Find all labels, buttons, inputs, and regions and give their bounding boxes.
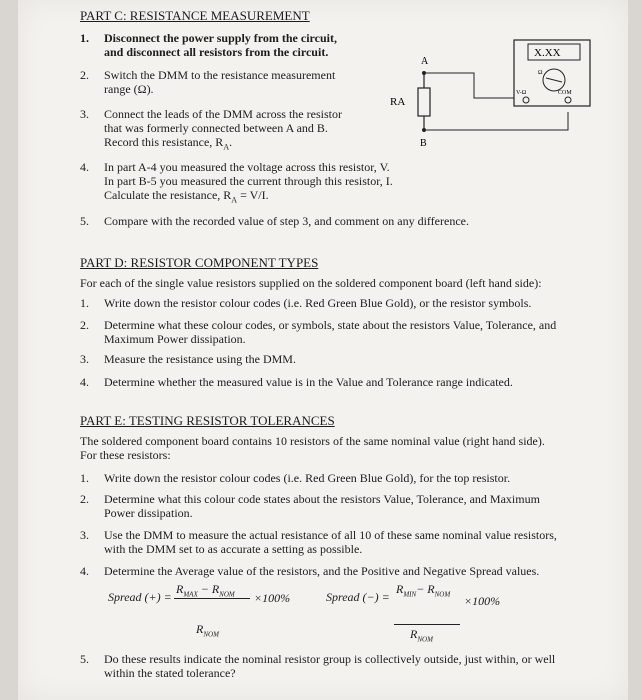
part-d-item-1-line-1: Write down the resistor colour codes (i.e. Red Green Blue Gold), or the resistor symbols. [104,296,532,310]
part-e-item-2-number: 2. [80,492,89,506]
part-c-item-4-line-1: In part A-4 you measured the voltage across this resistor, V. [104,160,390,174]
spread-positive-denominator: $R_{NOM}$ [196,622,219,639]
part-c-item-3-line-3: Record this resistance, $R_A$. [104,135,233,152]
part-d-item-3-line-1: Measure the resistance using the DMM. [104,352,296,366]
part-d-heading: PART D: RESISTOR COMPONENT TYPES [80,255,319,270]
spread-negative-label: Spread (−) = [326,590,390,604]
resistor-symbol [418,88,430,116]
spread-negative-fraction-bar [394,624,460,625]
part-e-item-3-line-2: with the DMM set to as accurate a setting as possible. [104,542,363,556]
dmm-ohm-mark: Ω [538,70,543,76]
part-e-item-1-line-1: Write down the resistor colour codes (i.e. Red Green Blue Gold), for the top resistor. [104,471,511,485]
resistor-label: RA [390,96,406,108]
spread-positive-fraction-bar [174,598,250,599]
dmm-display: X.XX [534,47,561,59]
part-d-item-4-number: 4. [80,375,89,389]
part-e-item-5-line-1: Do these results indicate the nominal resistor group is collectively outside, just within, or well [104,652,556,666]
part-d-item-4-line-1: Determine whether the measured value is in the Value and Tolerance range indicated. [104,375,513,389]
part-e-item-3-number: 3. [80,528,89,542]
part-e-item-5-number: 5. [80,652,89,666]
part-c-item-2-line-2: range (Ω). [104,82,154,96]
node-b-label: B [420,138,427,149]
document-page [18,0,628,700]
part-c-item-2-number: 2. [80,68,89,82]
spread-positive-numerator: $R_{MAX} - R_{NOM}$ [176,582,235,599]
part-c-item-5-line-1: Compare with the recorded value of step 3, and comment on any difference. [104,214,469,228]
part-d-intro: For each of the single value resistors supplied on the soldered component board (left hand side): [80,276,542,290]
part-c-item-3-number: 3. [80,107,89,121]
part-e-heading: PART E: TESTING RESISTOR TOLERANCES [80,413,335,428]
part-e-item-2-line-1: Determine what this colour code states about the resistors Value, Tolerance, and Maximum [104,492,540,506]
dmm-circuit-diagram [378,30,598,150]
dmm-terminal-com-label: COM [558,90,572,96]
part-c-item-3-line-2: that was formerly connected between A and B. [104,121,328,135]
part-c-item-1-line-2: and disconnect all resistors from the circuit. [104,45,329,59]
part-c-item-2-line-1: Switch the DMM to the resistance measurement [104,68,336,82]
part-e-intro-line-1: The soldered component board contains 10 resistors of the same nominal value (right hand side). [80,434,545,448]
part-c-item-1-number: 1. [80,31,89,45]
spread-positive-times: ×100% [254,591,291,605]
part-c-item-4-line-3: Calculate the resistance, $R_A = V/I$. [104,188,269,205]
part-e-item-1-number: 1. [80,471,89,485]
part-e-item-4-number: 4. [80,564,89,578]
part-e-item-4-line-1: Determine the Average value of the resistors, and the Positive and Negative Spread values. [104,564,540,578]
part-c-heading: PART C: RESISTANCE MEASUREMENT [80,8,310,23]
spread-negative-times: ×100% [464,594,501,608]
part-d-item-2-number: 2. [80,318,89,332]
spread-positive-label: Spread (+) = [108,590,172,604]
spread-negative-denominator: $R_{NOM}$ [410,627,433,644]
part-c-item-4-line-2: In part B-5 you measured the current through this resistor, I. [104,174,393,188]
part-d-item-1-number: 1. [80,296,89,310]
node-b [422,128,426,132]
part-c-item-5-number: 5. [80,214,89,228]
part-c-item-4-number: 4. [80,160,89,174]
part-d-item-3-number: 3. [80,352,89,366]
part-c-item-1-line-1: Disconnect the power supply from the circuit, [104,31,337,45]
part-e-intro-line-2: For these resistors: [80,448,171,462]
part-c-item-3-line-1: Connect the leads of the DMM across the resistor [104,107,342,121]
spread-negative-numerator: $R_{MIN}- R_{NOM}$ [396,582,451,599]
dmm-terminal-v-label: V-Ω [516,90,527,96]
part-e-item-3-line-1: Use the DMM to measure the actual resistance of all 10 of these same nominal value resistors, [104,528,557,542]
part-e-item-5-line-2: within the stated tolerance? [104,666,236,680]
node-a-label: A [421,56,429,67]
part-d-item-2-line-2: Maximum Power dissipation. [104,332,246,346]
part-e-item-2-line-2: Power dissipation. [104,506,193,520]
part-d-item-2-line-1: Determine what these colour codes, or symbols, state about the resistors Value, Tolerance, and [104,318,557,332]
